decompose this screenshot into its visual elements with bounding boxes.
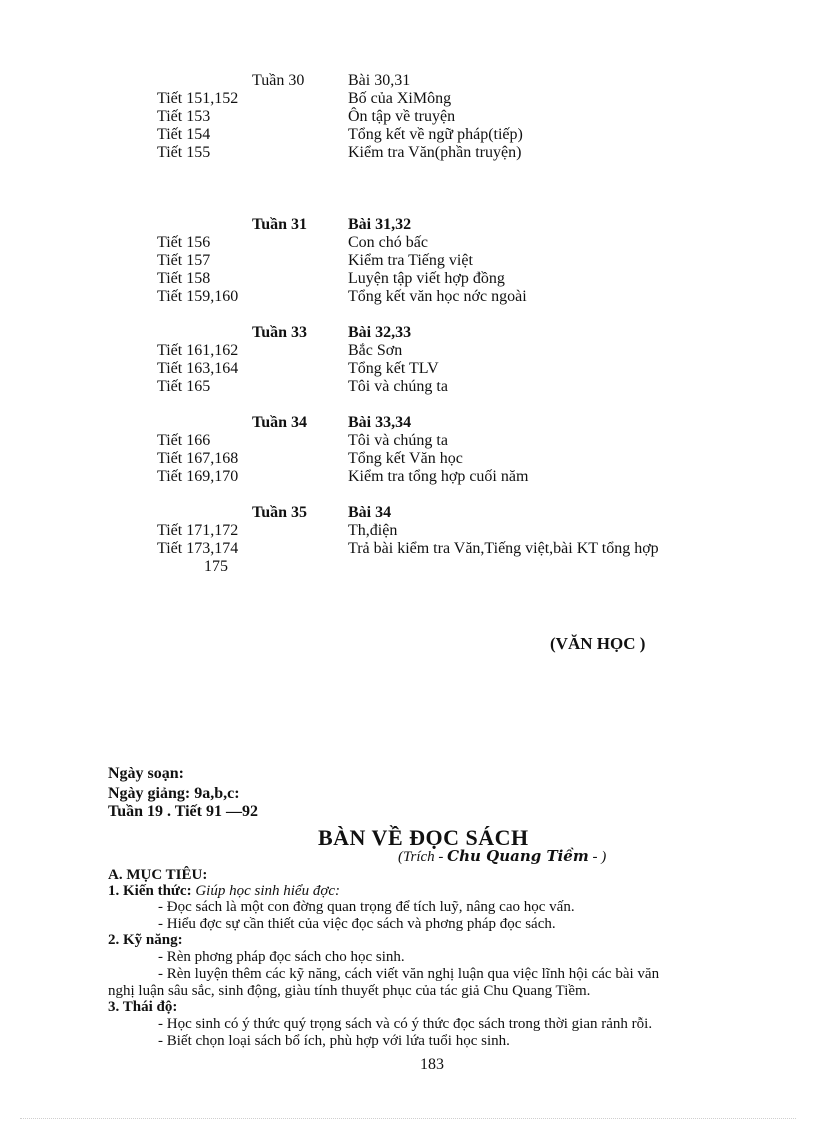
lesson-label: Bài 31,32 [348,216,412,233]
period: Tiết 159,160 [157,288,239,305]
week-header [252,216,772,234]
topic: Kiểm tra Tiếng việt [348,252,473,269]
skills-item: - Rèn luyện thêm các kỹ năng, cách viết văn nghị luận qua việc lĩnh hội các bài văn [158,966,660,982]
week-period: Tuần 19 . Tiết 91 —92 [108,803,258,820]
topic: Luyện tập viết hợp đồng [348,270,505,287]
period: Tiết 171,172 [157,522,239,539]
lesson-label: Bài 33,34 [348,414,412,431]
page-title: BÀN VỀ ĐỌC SÁCH [318,825,529,850]
schedule-row [157,252,777,270]
schedule-row [157,360,777,378]
date-prepared: Ngày soạn: [108,765,185,782]
topic: Tổng kết văn học nớc ngoài [348,288,527,305]
schedule-row [157,378,777,396]
subtitle [398,847,606,866]
period: Tiết 151,152 [157,90,239,107]
lesson-label: Bài 32,33 [348,324,412,341]
schedule-row [157,468,777,486]
schedule-row [157,432,777,450]
period: Tiết 156 [157,234,211,251]
schedule-row [157,450,777,468]
week-header [252,72,772,90]
topic: Bố của XiMông [348,90,452,107]
period: Tiết 166 [157,432,211,449]
subtitle-prefix: (Trích - [398,849,448,865]
attitude-item: - Biết chọn loại sách bổ ích, phù hợp với lứa tuổi học sinh. [158,1033,510,1049]
schedule-row [157,90,777,108]
period: Tiết 173,174 [157,540,239,557]
period: Tiết 155 [157,144,211,161]
knowledge-line [108,883,340,899]
footer-divider [20,1118,796,1119]
week-header [252,504,772,522]
week-header [252,414,772,432]
lesson-label: Bài 30,31 [348,72,411,89]
schedule-row [157,126,777,144]
week-label: Tuần 30 [252,72,305,89]
week-label: Tuần 34 [252,414,307,431]
attitude-item: - Học sinh có ý thức quý trọng sách và có ý thức đọc sách trong thời gian rảnh rỗi. [158,1016,653,1032]
knowledge-item: - Hiểu đợc sự cần thiết của việc đọc sách và phơng pháp đọc sách. [158,916,556,932]
week-label: Tuần 35 [252,504,307,521]
subtitle-author: Chu Quang Tiềm [447,847,589,865]
attitude-heading: 3. Thái độ: [108,999,178,1015]
knowledge-intro: Giúp học sinh hiểu đợc: [195,883,340,899]
week-label: Tuần 31 [252,216,307,233]
topic: Con chó bấc [348,234,428,251]
topic: Kiểm tra Văn(phần truyện) [348,144,522,161]
schedule-row [157,270,777,288]
lesson-label: Bài 34 [348,504,392,521]
schedule-row [157,522,777,540]
topic: Ôn tập về truyện [348,108,456,125]
skills-item: - Rèn phơng pháp đọc sách cho học sinh. [158,949,405,965]
section-heading: (VĂN HỌC ) [550,634,646,653]
week-label: Tuần 33 [252,324,307,341]
page-number: 183 [420,1056,444,1073]
period: Tiết 163,164 [157,360,239,377]
period: Tiết 167,168 [157,450,239,467]
period: Tiết 161,162 [157,342,239,359]
knowledge-heading: 1. Kiến thức: [108,883,192,899]
schedule-row [157,108,777,126]
period: Tiết 165 [157,378,211,395]
schedule-row [157,342,777,360]
period: Tiết 157 [157,252,211,269]
week-header [252,324,772,342]
topic: Th,điện [348,522,398,539]
period: Tiết 169,170 [157,468,239,485]
schedule-row [157,288,777,306]
skills-heading: 2. Kỹ năng: [108,932,183,948]
period: Tiết 153 [157,108,211,125]
subtitle-suffix: - ) [588,849,607,865]
topic: Tổng kết TLV [348,360,439,377]
skills-item-continued: nghị luận sâu sắc, sinh động, giàu tính thuyết phục của tác giả Chu Quang Tiềm. [108,983,591,999]
date-taught: Ngày giảng: 9a,b,c: [108,785,240,802]
knowledge-item: - Đọc sách là một con đờng quan trọng để tích luỹ, nâng cao học vấn. [158,899,575,915]
schedule-row [157,144,777,162]
topic: Tổng kết về ngữ pháp(tiếp) [348,126,523,143]
topic: Bắc Sơn [348,342,403,359]
schedule-row [157,540,777,558]
topic: Kiểm tra tổng hợp cuối năm [348,468,529,485]
topic: Tôi và chúng ta [348,432,448,449]
topic: Tổng kết Văn học [348,450,463,467]
schedule-row [157,234,777,252]
extra-period: 175 [204,558,228,575]
topic: Tôi và chúng ta [348,378,448,395]
objectives-heading: A. MỤC TIÊU: [108,867,208,883]
period: Tiết 158 [157,270,211,287]
period: Tiết 154 [157,126,211,143]
topic: Trả bài kiểm tra Văn,Tiếng việt,bài KT tổng hợp [348,540,659,557]
